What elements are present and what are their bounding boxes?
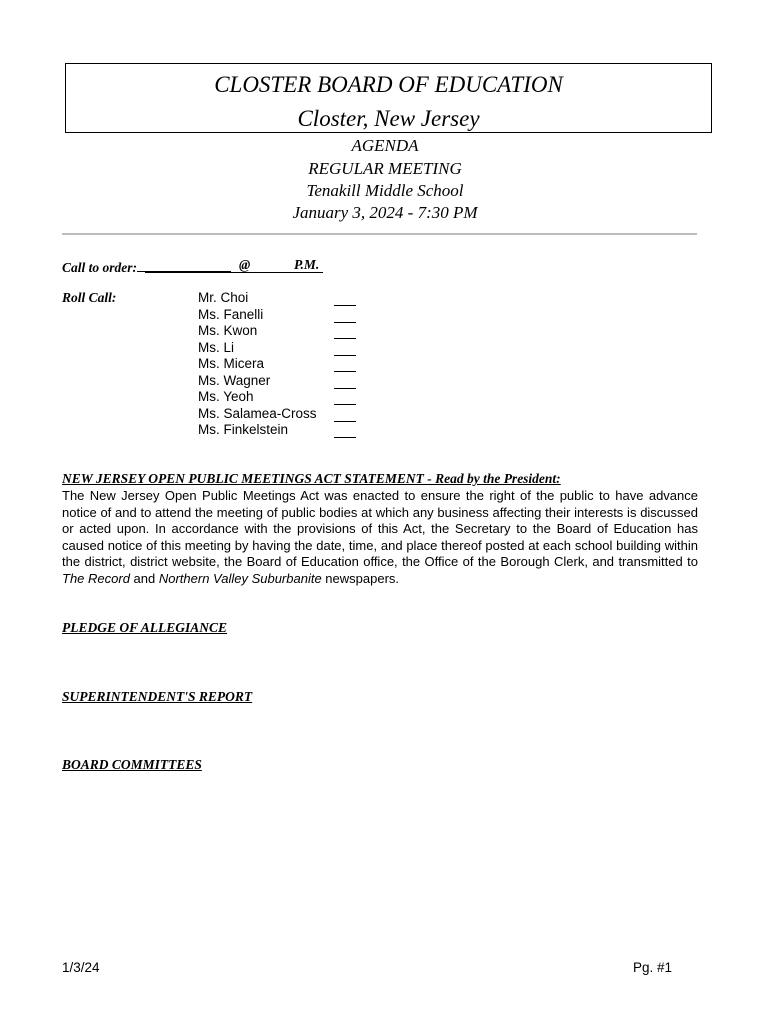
roll-call-item bbox=[198, 389, 368, 406]
member-name: Ms. Li bbox=[198, 339, 235, 355]
board-committees-heading: BOARD COMMITTEES bbox=[62, 757, 202, 772]
member-name: Ms. Wagner bbox=[198, 372, 271, 388]
roll-call-item bbox=[198, 323, 368, 340]
attendance-blank bbox=[334, 307, 356, 323]
member-name: Ms. Kwon bbox=[198, 323, 258, 338]
member-name: Ms. Salamea-Cross bbox=[198, 405, 317, 421]
roll-call-list bbox=[198, 290, 368, 439]
attendance-blank bbox=[334, 290, 356, 306]
call-to-order-line bbox=[145, 257, 323, 273]
member-name: Ms. Finkelstein bbox=[198, 422, 289, 437]
title-box bbox=[65, 63, 712, 133]
attendance-blank bbox=[334, 323, 356, 339]
member-name: Ms. Yeoh bbox=[198, 389, 254, 404]
attendance-blank bbox=[334, 356, 356, 372]
attendance-blank bbox=[334, 389, 356, 405]
attendance-blank bbox=[334, 406, 356, 422]
roll-call-item bbox=[198, 307, 368, 324]
member-name: Ms. Micera bbox=[198, 356, 265, 371]
opma-heading: NEW JERSEY OPEN PUBLIC MEETINGS ACT STATEMENT - Read by the President: bbox=[62, 471, 561, 486]
call-to-order-label: Call to order: bbox=[62, 260, 138, 275]
attendance-blank bbox=[334, 340, 356, 356]
opma-and: and bbox=[129, 570, 159, 586]
attendance-blank bbox=[334, 373, 356, 389]
attendance-blank bbox=[334, 422, 356, 438]
call-to-order-pm: P.M. bbox=[294, 257, 320, 272]
meeting-date-time: January 3, 2024 - 7:30 PM bbox=[292, 203, 478, 222]
roll-call-item bbox=[198, 422, 368, 439]
opma-paper-2: Northern Valley Suburbanite bbox=[158, 570, 322, 586]
opma-statement bbox=[62, 488, 698, 587]
call-to-order-at: @ bbox=[239, 257, 251, 272]
footer-date: 1/3/24 bbox=[62, 960, 100, 975]
member-name: Ms. Fanelli bbox=[198, 306, 264, 322]
roll-call-label: Roll Call: bbox=[62, 290, 117, 305]
opma-text-after: newspapers. bbox=[321, 570, 400, 586]
meeting-type: REGULAR MEETING bbox=[308, 159, 462, 178]
member-name: Mr. Choi bbox=[198, 290, 249, 305]
roll-call-item bbox=[198, 340, 368, 357]
divider bbox=[62, 233, 697, 235]
superintendent-report-heading: SUPERINTENDENT'S REPORT bbox=[62, 689, 253, 704]
opma-text-before: The New Jersey Open Public Meetings Act was enacted to ensure the right of the public to have advance notice of and to attend the meeting of public bodies at which any business affecting their interests is discussed or acted upon. In accordance with the provisions of this Act, the Secretary to the Board of Education has caused notice of this meeting by having the date, time, and place thereof posted at each school building within the district, district website, the Board of Education office, the Office of the Borough Clerk, and transmitted to bbox=[62, 488, 698, 569]
footer-page-number: Pg. #1 bbox=[633, 960, 673, 975]
meeting-venue: Tenakill Middle School bbox=[306, 181, 464, 200]
agenda-heading: AGENDA bbox=[351, 136, 419, 155]
opma-paper-1: The Record bbox=[62, 570, 130, 586]
roll-call-item bbox=[198, 406, 368, 423]
roll-call-item bbox=[198, 290, 368, 307]
roll-call-item bbox=[198, 356, 368, 373]
board-title: CLOSTER BOARD OF EDUCATION bbox=[214, 72, 563, 97]
roll-call-item bbox=[198, 373, 368, 390]
board-location: Closter, New Jersey bbox=[297, 106, 480, 131]
pledge-heading: PLEDGE OF ALLEGIANCE bbox=[62, 620, 228, 635]
